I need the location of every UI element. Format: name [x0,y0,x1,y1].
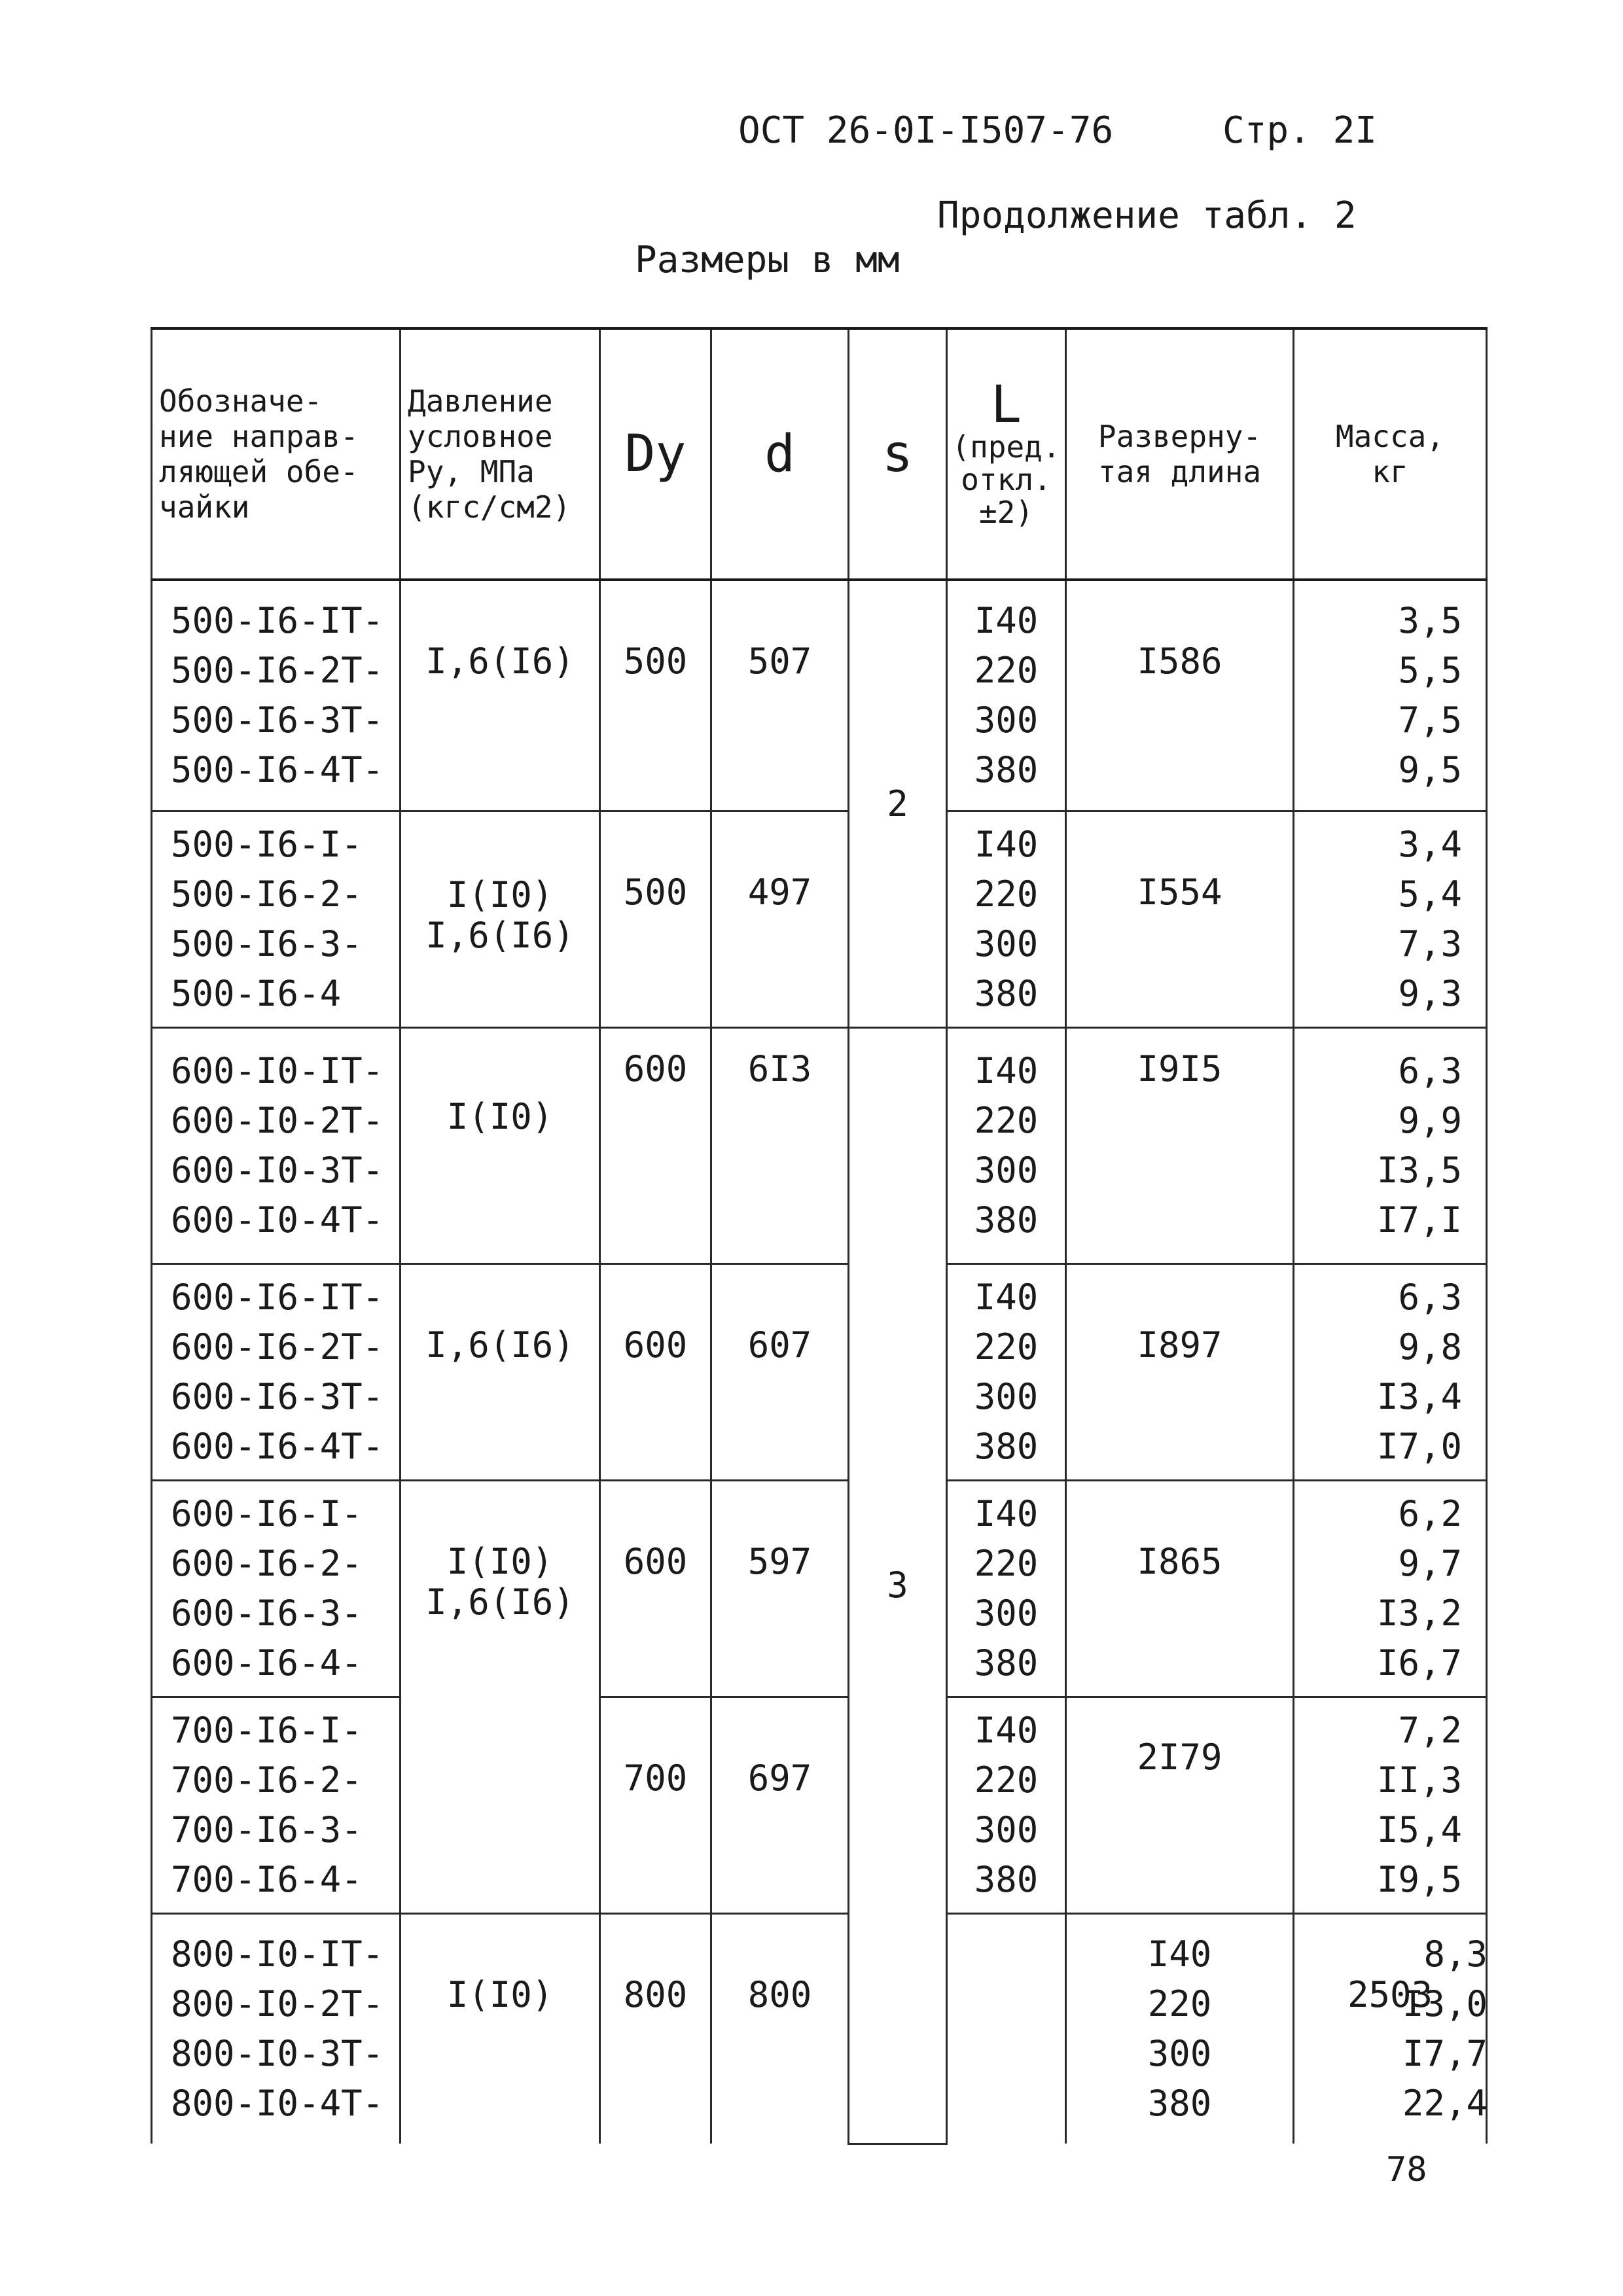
dy-cell [600,1697,711,1914]
table-row [152,1028,1487,1264]
pressure-value: I,6(I6) [425,1324,575,1366]
designation-cell [152,1914,401,2144]
designation: 600-I0-IT- [171,1050,384,1091]
L-value: 380 [974,749,1039,790]
L-value: I40 [1147,1934,1212,1975]
header-pressure-line: (кгс/см2) [408,489,571,525]
header-d-label: d [764,425,795,484]
L-value: 220 [974,1326,1039,1368]
designation-cell [152,811,401,1028]
dy-value: 600 [623,1048,688,1089]
designation: 700-I6-4- [171,1859,363,1900]
developed-length-cell [1066,1028,1294,1264]
L-value: I40 [974,1710,1039,1751]
mass-value: I9,5 [1376,1859,1462,1900]
d-cell [711,1264,849,1481]
header-designation-line: Обозначе- [159,383,323,419]
designation: 600-I6-4- [171,1642,363,1684]
L-value: 380 [974,973,1039,1014]
header-designation-line: ляющей обе- [159,454,359,489]
designation: 500-I6-3T- [171,699,384,741]
developed-length-value: 2503 [1347,1974,1433,2015]
mass-value: 9,5 [1398,749,1462,790]
d-value: 497 [747,872,812,913]
header-L-note: (пред. [952,429,1061,465]
mass-value: 6,3 [1398,1050,1462,1091]
mass-value: I5,4 [1376,1809,1462,1850]
L-value: I40 [974,1277,1039,1318]
table-row [152,580,1487,811]
header-designation-line: чайки [159,489,250,525]
table-row [152,1697,1487,1914]
designation: 500-I6-4T- [171,749,384,790]
designation: 600-I6-3- [171,1593,363,1634]
L-value: I40 [974,824,1039,865]
header-designation-line: ние направ- [159,419,359,454]
d-value: 697 [747,1757,812,1799]
designation: 600-I6-I- [171,1493,363,1534]
header-pressure-line: Давление [408,383,553,419]
d-cell [711,1028,849,1264]
pressure-value: I(I0) [446,1541,554,1582]
L-value: 380 [974,1199,1039,1241]
L-value: 380 [974,1642,1039,1684]
designation: 700-I6-2- [171,1759,363,1801]
L-value: 220 [974,1100,1039,1141]
mass-cell [1294,811,1487,1028]
L-value: 300 [1147,2033,1212,2074]
developed-length-cell [1066,1697,1294,1914]
designation-cell [152,580,401,811]
mass-value: 22,4 [1402,2083,1488,2124]
L-value: 300 [974,699,1039,741]
pressure-cell [401,1264,600,1481]
developed-length-value: I897 [1137,1324,1222,1366]
dy-cell [600,811,711,1028]
developed-length-value: I554 [1137,872,1222,913]
mass-value: 5,5 [1398,650,1462,691]
header-s [849,328,947,580]
mass-value: 9,3 [1398,973,1462,1014]
table-row [152,811,1487,1028]
mass-value: 3,5 [1398,600,1462,641]
header-L-note: откл. [961,462,1052,497]
dy-cell [600,1028,711,1264]
L-value: 380 [1147,2083,1212,2124]
designation-cell [152,1481,401,1697]
pressure-cell [401,1914,600,2144]
developed-length-value: I865 [1137,1541,1222,1582]
designation: 800-I0-3T- [171,2033,384,2074]
designation: 800-I0-4T- [171,2083,384,2124]
designation: 600-I6-IT- [171,1277,384,1318]
designation: 500-I6-4 [171,973,342,1014]
d-cell [711,1481,849,1697]
header-pressure-line: Pу, МПа [408,454,535,489]
table-header-row [152,328,1487,580]
mass-value: 6,3 [1398,1277,1462,1318]
pressure-value: I,6(I6) [425,915,575,956]
mass-value: II,3 [1376,1759,1462,1801]
L-cell [947,1028,1066,1264]
pressure-value: I(I0) [446,1974,554,2015]
header-mass [1294,328,1487,580]
L-cell [947,1697,1066,1914]
pressure-cell [401,811,600,1028]
d-value: 607 [747,1324,812,1366]
dy-cell [600,1264,711,1481]
designation: 500-I6-2T- [171,650,384,691]
header-mass-line: кг [1372,454,1408,489]
pressure-cell [401,1481,600,1914]
mass-value: 5,4 [1398,874,1462,915]
designation: 500-I6-3- [171,923,363,964]
mass-cell [1294,580,1487,811]
header-L [947,328,1066,580]
L-value: I40 [974,1050,1039,1091]
header-dy [600,328,711,580]
mass-value: I3,2 [1376,1593,1462,1634]
d-value: 507 [747,641,812,682]
designation: 600-I0-3T- [171,1150,384,1191]
L-cell [947,811,1066,1028]
L-value: 300 [974,1809,1039,1850]
dy-value: 800 [623,1974,688,2015]
designation: 700-I6-3- [171,1809,363,1850]
s-value: 3 [887,1564,908,1606]
mass-value: I3,4 [1376,1376,1462,1417]
L-cell [947,1264,1066,1481]
header-L-note: ±2) [978,495,1034,530]
page-number: 78 [1386,2150,1427,2189]
d-cell [711,580,849,811]
header-designation [152,328,401,580]
designation: 500-I6-I- [171,824,363,865]
mass-value: 6,2 [1398,1493,1462,1534]
header-dy-label: Dу [624,425,687,484]
d-value: 6I3 [747,1048,812,1089]
pressure-value: I(I0) [446,874,554,915]
L-value: 220 [1147,1983,1212,2024]
units-note: Размеры в мм [635,239,900,281]
L-value: 300 [974,1376,1039,1417]
dy-cell [600,1914,711,2144]
mass-value: 7,5 [1398,699,1462,741]
dy-value: 600 [623,1541,688,1582]
L-value: 220 [974,1759,1039,1801]
L-value: I40 [974,600,1039,641]
L-value: 220 [974,1543,1039,1584]
L-cell [947,1481,1066,1697]
L-value: 220 [974,650,1039,691]
mass-value: 9,7 [1398,1543,1462,1584]
developed-length-cell [1066,1264,1294,1481]
developed-length-value: I9I5 [1137,1048,1222,1089]
table-row [152,1481,1487,1697]
mass-value: 7,2 [1398,1710,1462,1751]
table-continuation-caption: Продолжение табл. 2 [937,194,1357,237]
d-cell [711,1697,849,1914]
dy-value: 500 [623,872,688,913]
header-s-label: s [882,425,913,484]
mass-value: I7,7 [1402,2033,1488,2074]
L-cell [1066,1914,1294,2144]
header-developed-length-line: Разверну- [1097,419,1262,454]
dy-value: 600 [623,1324,688,1366]
L-cell [947,580,1066,811]
d-value: 597 [747,1541,812,1582]
L-value: 380 [974,1859,1039,1900]
developed-length-cell [1066,580,1294,811]
header-L-symbol: L [991,376,1022,434]
d-cell [711,811,849,1028]
s-value: 2 [887,783,908,824]
L-value: 380 [974,1426,1039,1467]
page-reference: Стр. 2I [1222,109,1378,152]
designation: 800-I0-2T- [171,1983,384,2024]
pressure-value: I,6(I6) [425,1581,575,1623]
designation: 700-I6-I- [171,1710,363,1751]
pressure-value: I,6(I6) [425,641,575,682]
L-value: I40 [974,1493,1039,1534]
d-cell [711,1914,849,2144]
L-value: 220 [974,874,1039,915]
dy-value: 700 [623,1757,688,1799]
designation: 600-I0-4T- [171,1199,384,1241]
mass-cell [1294,1481,1487,1697]
dy-cell [600,580,711,811]
mass-value: 8,3 [1423,1934,1488,1975]
designation: 600-I6-2T- [171,1326,384,1368]
header-d [711,328,849,580]
header-mass-line: Масса, [1335,419,1445,454]
L-value: 300 [974,923,1039,964]
s-cell [849,1028,947,2144]
s-cell [947,1914,1066,2144]
L-value: 300 [974,1593,1039,1634]
pressure-cell [401,1028,600,1264]
header-developed-length [1066,328,1294,580]
designation: 600-I6-4T- [171,1426,384,1467]
designation: 600-I0-2T- [171,1100,384,1141]
table-row [152,1264,1487,1481]
developed-length-cell [1066,1481,1294,1697]
mass-value: I7,I [1376,1199,1462,1241]
header-pressure [401,328,600,580]
mass-value: 7,3 [1398,923,1462,964]
designation: 500-I6-2- [171,874,363,915]
mass-value: I3,0 [1402,1983,1488,2024]
developed-length-cell [1066,811,1294,1028]
mass-value: 9,9 [1398,1100,1462,1141]
developed-length-value: 2I79 [1137,1737,1222,1778]
dimensions-table [151,327,1488,2145]
mass-value: 9,8 [1398,1326,1462,1368]
s-cell [849,580,947,1028]
designation: 800-I0-IT- [171,1934,384,1975]
mass-value: I6,7 [1376,1642,1462,1684]
header-developed-length-line: тая длина [1097,454,1262,489]
mass-cell [1294,1028,1487,1264]
designation: 600-I6-2- [171,1543,363,1584]
designation-cell [152,1697,401,1914]
document-code: ОСТ 26-0I-I507-76 [738,109,1114,152]
table-row [152,1914,1487,2144]
designation: 600-I6-3T- [171,1376,384,1417]
dy-value: 500 [623,641,688,682]
header-pressure-line: условное [408,419,553,454]
mass-cell [1294,1697,1487,1914]
designation: 500-I6-IT- [171,600,384,641]
designation-cell [152,1028,401,1264]
mass-value: I7,0 [1376,1426,1462,1467]
mass-cell [1294,1264,1487,1481]
L-value: 300 [974,1150,1039,1191]
dy-cell [600,1481,711,1697]
d-value: 800 [747,1974,812,2015]
designation-cell [152,1264,401,1481]
mass-value: 3,4 [1398,824,1462,865]
pressure-value: I(I0) [446,1096,554,1137]
developed-length-value: I586 [1137,641,1222,682]
mass-value: I3,5 [1376,1150,1462,1191]
pressure-cell [401,580,600,811]
